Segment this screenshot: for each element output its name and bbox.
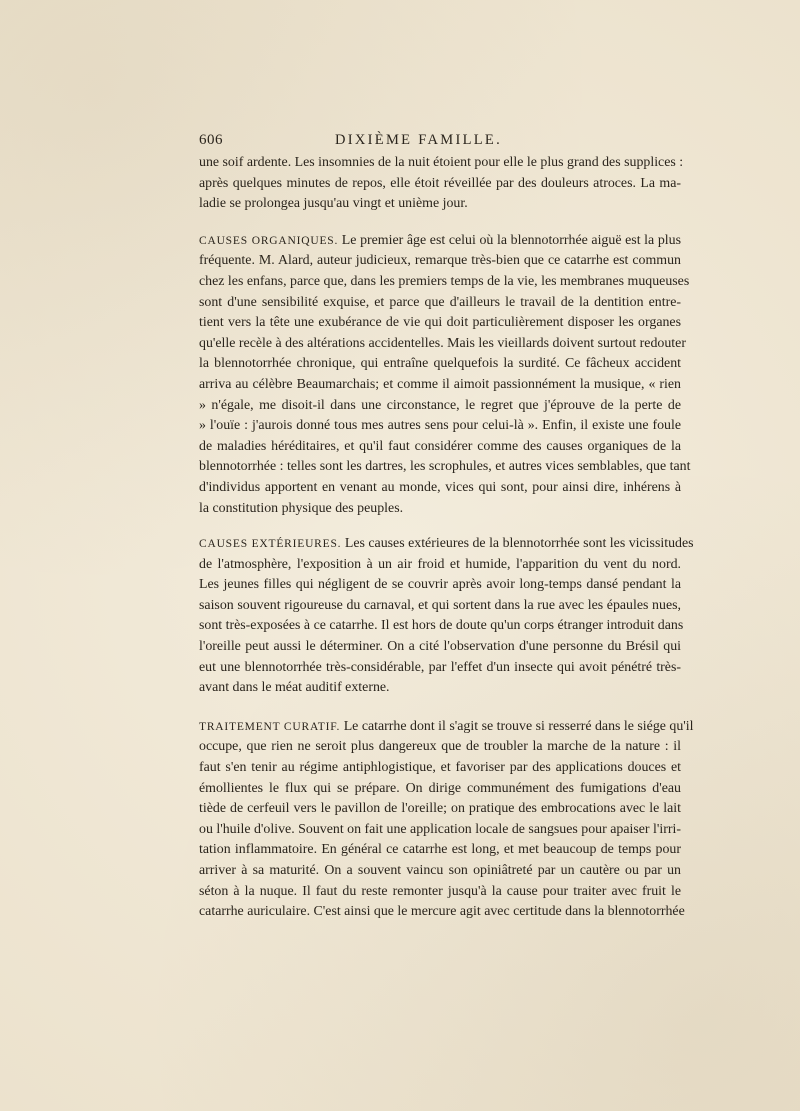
page-number: 606 <box>199 132 223 148</box>
text-line: de maladies héréditaires, et qu'il faut considérer comme des causes organiques de la <box>199 438 681 454</box>
text-line: sont très-exposées à ce catarrhe. Il est hors de doute qu'un corps étranger introduit dans <box>199 618 684 634</box>
text-line: une soif ardente. Les insomnies de la nuit étoient pour elle le plus grand des supplices : <box>199 155 684 170</box>
text-fragment: Le premier âge est celui où la blennotorrhée aiguë est la plus <box>338 232 681 248</box>
text-line: tiède de cerfeuil vers le pavillon de l'oreille; on pratique des embrocations avec le lait <box>199 801 681 817</box>
paragraph-continuation <box>199 153 684 215</box>
section-heading: TRAITEMENT CURATIF. <box>199 720 341 733</box>
text-line: avant dans le méat auditif externe. <box>199 680 390 696</box>
paragraph-causes-organiques <box>199 231 691 519</box>
section-heading: CAUSES EXTÉRIEURES. <box>199 538 342 551</box>
text-fragment: Les causes extérieures de la blennotorrhée sont les vicissitudes <box>341 536 694 552</box>
text-line: chez les enfans, parce que, dans les premiers temps de la vie, les membranes muqueuses <box>199 273 690 289</box>
text-line: émollientes le flux qui se prépare. On dirige communément des fumigations d'eau <box>199 780 681 796</box>
text-line: blennotorrhée : telles sont les dartres, les scrophules, et autres vices semblables, que tant <box>199 459 691 475</box>
text-line: d'individus apportent en venant au monde, vices qui sont, pour ainsi dire, inhérens à <box>199 479 681 495</box>
text-line: eut une blennotorrhée très-considérable, par l'effet d'un insecte qui avoit pénétré très- <box>199 659 681 675</box>
text-line: séton à la nuque. Il faut du reste remonter jusqu'à la cause pour traiter avec fruit le <box>199 883 681 899</box>
text-line <box>199 231 681 252</box>
text-line: ladie se prolongea jusqu'au vingt et unième jour. <box>199 196 468 212</box>
text-line: l'oreille peut aussi le déterminer. On a cité l'observation d'une personne du Brésil qui <box>199 639 681 655</box>
text-line: ou l'huile d'olive. Souvent on fait une application locale de sangsues pour apaiser l'irri- <box>199 821 681 837</box>
text-line: catarrhe auriculaire. C'est ainsi que le mercure agit avec certitude dans la blennotorrhée <box>199 904 685 920</box>
text-line: après quelques minutes de repos, elle étoit réveillée par des douleurs atroces. La ma- <box>199 175 681 191</box>
paragraph-traitement-curatif <box>199 717 694 923</box>
text-line <box>199 534 694 555</box>
text-line: la constitution physique des peuples. <box>199 500 404 516</box>
text-line: arriver à sa maturité. On a souvent vaincu son opiniâtreté par un cautère ou par un <box>199 863 681 878</box>
text-line: tation inflammatoire. En général ce catarrhe est long, et met beaucoup de temps pour <box>199 842 681 858</box>
section-heading: CAUSES ORGANIQUES. <box>199 234 339 247</box>
page-header <box>199 132 681 154</box>
text-line: arriva au célèbre Beaumarchais; et comme il aimoit passionnément la musique, « rien <box>199 376 681 392</box>
text-fragment: Le catarrhe dont il s'agit se trouve si resserré dans le siége qu'il <box>340 718 694 734</box>
text-line: sont d'une sensibilité exquise, et parce que d'ailleurs le travail de la dentition entre- <box>199 294 681 310</box>
paragraph-causes-exterieures <box>199 534 694 699</box>
text-line: fréquente. M. Alard, auteur judicieux, remarque très-bien que ce catarrhe est commun <box>199 253 681 269</box>
text-line: » n'égale, me disoit-il dans une circonstance, le regret que j'éprouve de la perte de <box>199 397 681 413</box>
running-title: DIXIÈME FAMILLE. <box>335 132 503 148</box>
text-line: saison souvent rigoureuse du carnaval, et qui sortent dans la rue avec les épaules nues, <box>199 597 681 613</box>
text-line <box>199 717 694 738</box>
text-line: » l'ouïe : j'aurois donné tous mes autres sens pour celui-là ». Enfin, il existe une foule <box>199 418 681 434</box>
text-line: occupe, que rien ne seroit plus dangereux que de troubler la marche de la nature : il <box>199 739 681 755</box>
text-line: Les jeunes filles qui négligent de se couvrir après avoir long-temps dansé pendant la <box>199 577 681 593</box>
text-line: faut s'en tenir au régime antiphlogistique, et favoriser par des applications douces et <box>199 760 681 776</box>
text-line: de l'atmosphère, l'exposition à un air froid et humide, l'apparition du vent du nord. <box>199 556 681 572</box>
body-text <box>199 153 694 923</box>
text-line: qu'elle recèle à des altérations accidentelles. Mais les vieillards doivent surtout redouter <box>199 335 686 351</box>
text-line: tient vers la tête une exubérance de vie qui doit particulièrement disposer les organes <box>199 315 681 331</box>
text-line: la blennotorrhée chronique, qui entraîne quelquefois la surdité. Ce fâcheux accident <box>199 356 681 372</box>
